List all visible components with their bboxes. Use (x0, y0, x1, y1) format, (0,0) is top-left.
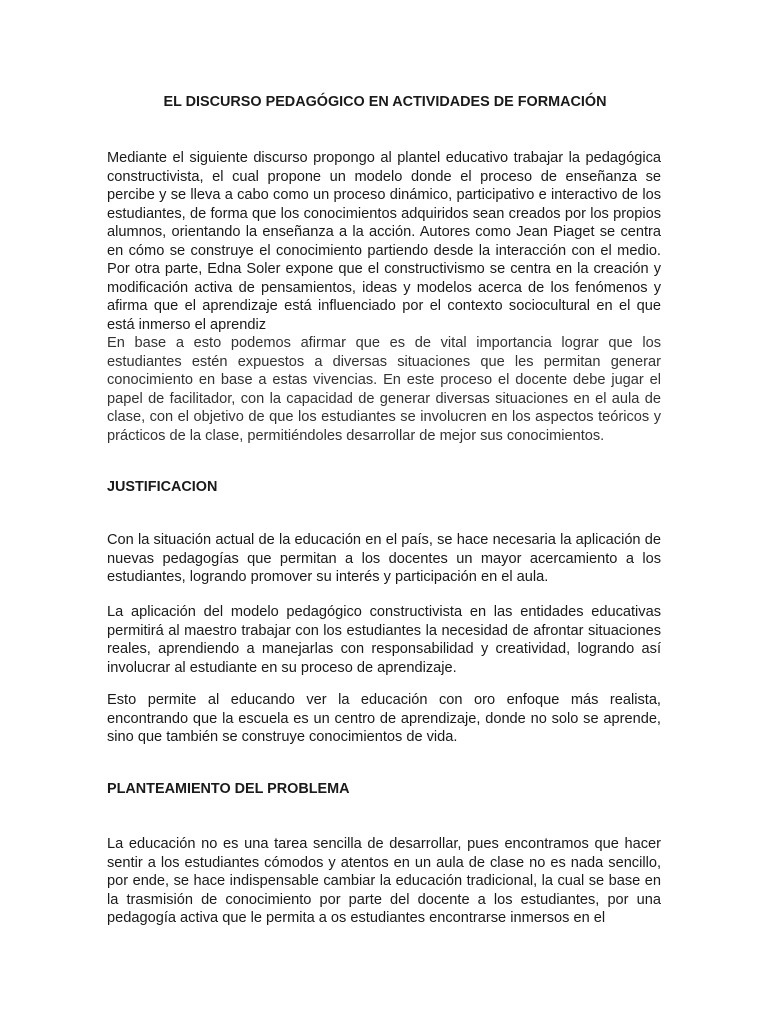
justificacion-heading: JUSTIFICACION (107, 479, 218, 495)
planteamiento-paragraph-1: La educación no es una tarea sencilla de desarrollar, pues encontramos que hacer sentir a los estudiantes cómodos y atentos en un aula de clase no es nada sencillo, por ende, se hace indispensable cambiar la educación tradicional, la cual se base en la trasmisión de conocimiento por parte del docente a los estudiantes, por una pedagogía activa que le permita a os estudiantes encontrarse inmersos en el (107, 836, 661, 926)
intro-paragraph-1: Mediante el siguiente discurso propongo al plantel educativo trabajar la pedagógica constructivista, el cual propone un modelo donde el proceso de enseñanza se percibe y se lleva a cabo como un proceso dinámico, participativo e interactivo de los estudiantes, de forma que los conocimientos adquiridos sean creados por los propios alumnos, orientando la enseñanza a la acción. Autores como Jean Piaget se centra en cómo se construye el conocimiento partiendo desde la interacción con el medio. Por otra parte, Edna Soler expone que el constructivismo se centra en la creación y modificación activa de pensamientos, ideas y modelos acerca de los fenómenos y afirma que el aprendizaje está influenciado por el contexto sociocultural en el que está inmerso el aprendiz (107, 150, 661, 333)
justificacion-paragraph-3: Esto permite al educando ver la educación con oro enfoque más realista, encontrando que la escuela es un centro de aprendizaje, donde no solo se aprende, sino que también se construye conocimientos de vida. (107, 692, 661, 745)
justificacion-paragraph-2: La aplicación del modelo pedagógico constructivista en las entidades educativas permitirá al maestro trabajar con los estudiantes la necesidad de afrontar situaciones reales, aprendiendo a manejarlas con responsabilidad y creatividad, logrando así involucrar al estudiante en su proceso de aprendizaje. (107, 604, 661, 676)
document-title: EL DISCURSO PEDAGÓGICO EN ACTIVIDADES DE FORMACIÓN (163, 94, 607, 110)
justificacion-paragraph-1: Con la situación actual de la educación en el país, se hace necesaria la aplicación de nuevas pedagogías que permitan a los docentes un mayor acercamiento a los estudiantes, logrando promover su interés y participación en el aula. (107, 532, 661, 585)
planteamiento-heading: PLANTEAMIENTO DEL PROBLEMA (107, 781, 350, 797)
intro-paragraph-2: En base a esto podemos afirmar que es de vital importancia lograr que los estudiantes estén expuestos a diversas situaciones que les permitan generar conocimiento en base a estas vivencias. En este proceso el docente debe jugar el papel de facilitador, con la capacidad de generar diversas situaciones en el aula de clase, con el objetivo de que los estudiantes se involucren en los aspectos teóricos y prácticos de la clase, permitiéndoles desarrollar de mejor sus conocimientos. (107, 335, 661, 444)
